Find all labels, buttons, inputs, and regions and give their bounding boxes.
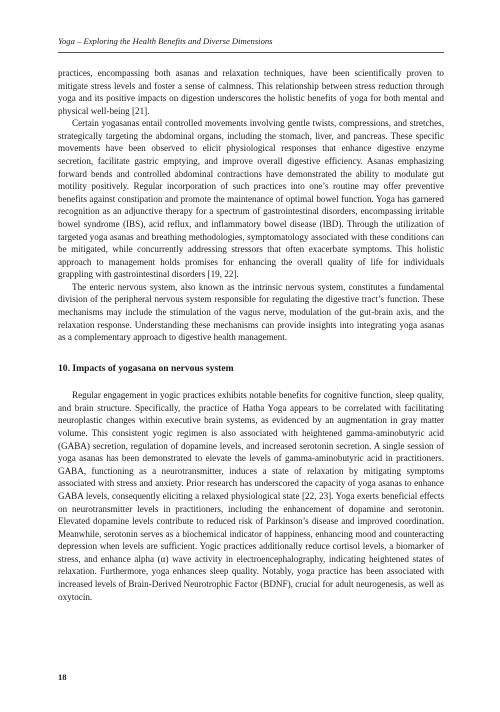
page-number: 18 [58, 672, 67, 682]
paragraph-enteric-nervous-system: The enteric nervous system, also known as the intrinsic nervous system, constitutes a fundamental division of the peripheral nervous system responsible for regulating the digestive tract’s function. These mechanisms may include the stimulation of the vagus nerve, modulation of the gut-brain axis, and the relaxation response. Understanding these mechanisms can provide insights into integrating yoga asanas as a complementary approach to digestive health management. [58, 281, 444, 343]
paragraph-nervous-system-impacts: Regular engagement in yogic practices exhibits notable benefits for cognitive function, sleep quality, and brain structure. Specifically, the practice of Hatha Yoga appears to be correlated with facilitating neuroplastic changes within executive brain systems, as evidenced by an augmentation in gray matter volume. This consistent yogic regimen is also associated with heightened gamma-aminobutyric acid (GABA) secretion, regulation of dopamine levels, and increased serotonin secretion. A single session of yoga asanas has been demonstrated to elevate the levels of gamma-aminobutyric acid in practitioners. GABA, functioning as a neurotransmitter, induces a state of relaxation by mitigating symptoms associated with stress and anxiety. Prior research has underscored the capacity of yoga asanas to enhance GABA levels, consequently eliciting a relaxed physiological state [22, 23]. Yoga exerts beneficial effects on neurotransmitter levels in practitioners, including the enhancement of dopamine and serotonin. Elevated dopamine levels contribute to reduced risk of Parkinson’s disease and improved coordination. Meanwhile, serotonin serves as a biochemical indicator of happiness, enhancing mood and counteracting depression when levels are sufficient. Yogic practices additionally reduce cortisol levels, a biomarker of stress, and enhance alpha (α) wave activity in electroencephalography, indicating heightened states of relaxation. Furthermore, yoga enhances sleep quality. Notably, yoga practice has been associated with increased levels of Brain-Derived Neurotrophic Factor (BDNF), crucial for adult neurogenesis, as well as oxytocin. [58, 390, 444, 602]
paragraph-continued: practices, encompassing both asanas and relaxation techniques, have been scientifically proven to mitigate stress levels and foster a sense of calmness. This relationship between stress reduction through yoga and its positive impacts on digestion underscores the holistic benefits of yoga for both mental and physical well-being [21]. [58, 68, 444, 116]
section-heading: 10. Impacts of yogasana on nervous system [58, 362, 234, 374]
header-rule [58, 52, 444, 53]
page-body [58, 67, 444, 603]
running-header: Yoga – Exploring the Health Benefits and Diverse Dimensions [58, 36, 273, 46]
paragraph-yogasanas-digestion: Certain yogasanas entail controlled movements involving gentle twists, compressions, and stretches, strategically targeting the abdominal organs, including the stomach, liver, and pancreas. These specific movements have been observed to elicit physiological responses that enhance digestive enzyme secretion, facilitate gastric emptying, and improve overall digestive efficiency. Asanas emphasizing forward bends and controlled abdominal contractions have demonstrated the ability to modulate gut motility positively. Regular incorporation of such practices into one’s routine may offer preventive benefits against constipation and promote the maintenance of optimal bowel function. Yoga has garnered recognition as an adjunctive therapy for a spectrum of gastrointestinal disorders, encompassing irritable bowel syndrome (IBS), acid reflux, and inflammatory bowel disease (IBD). Through the utilization of targeted yoga asanas and breathing methodologies, symptomatology associated with these conditions can be mitigated, while concurrently addressing stressors that often exacerbate symptoms. This holistic approach to management holds promises for enhancing the overall quality of life for individuals grappling with gastrointestinal disorders [19, 22]. [58, 118, 444, 280]
